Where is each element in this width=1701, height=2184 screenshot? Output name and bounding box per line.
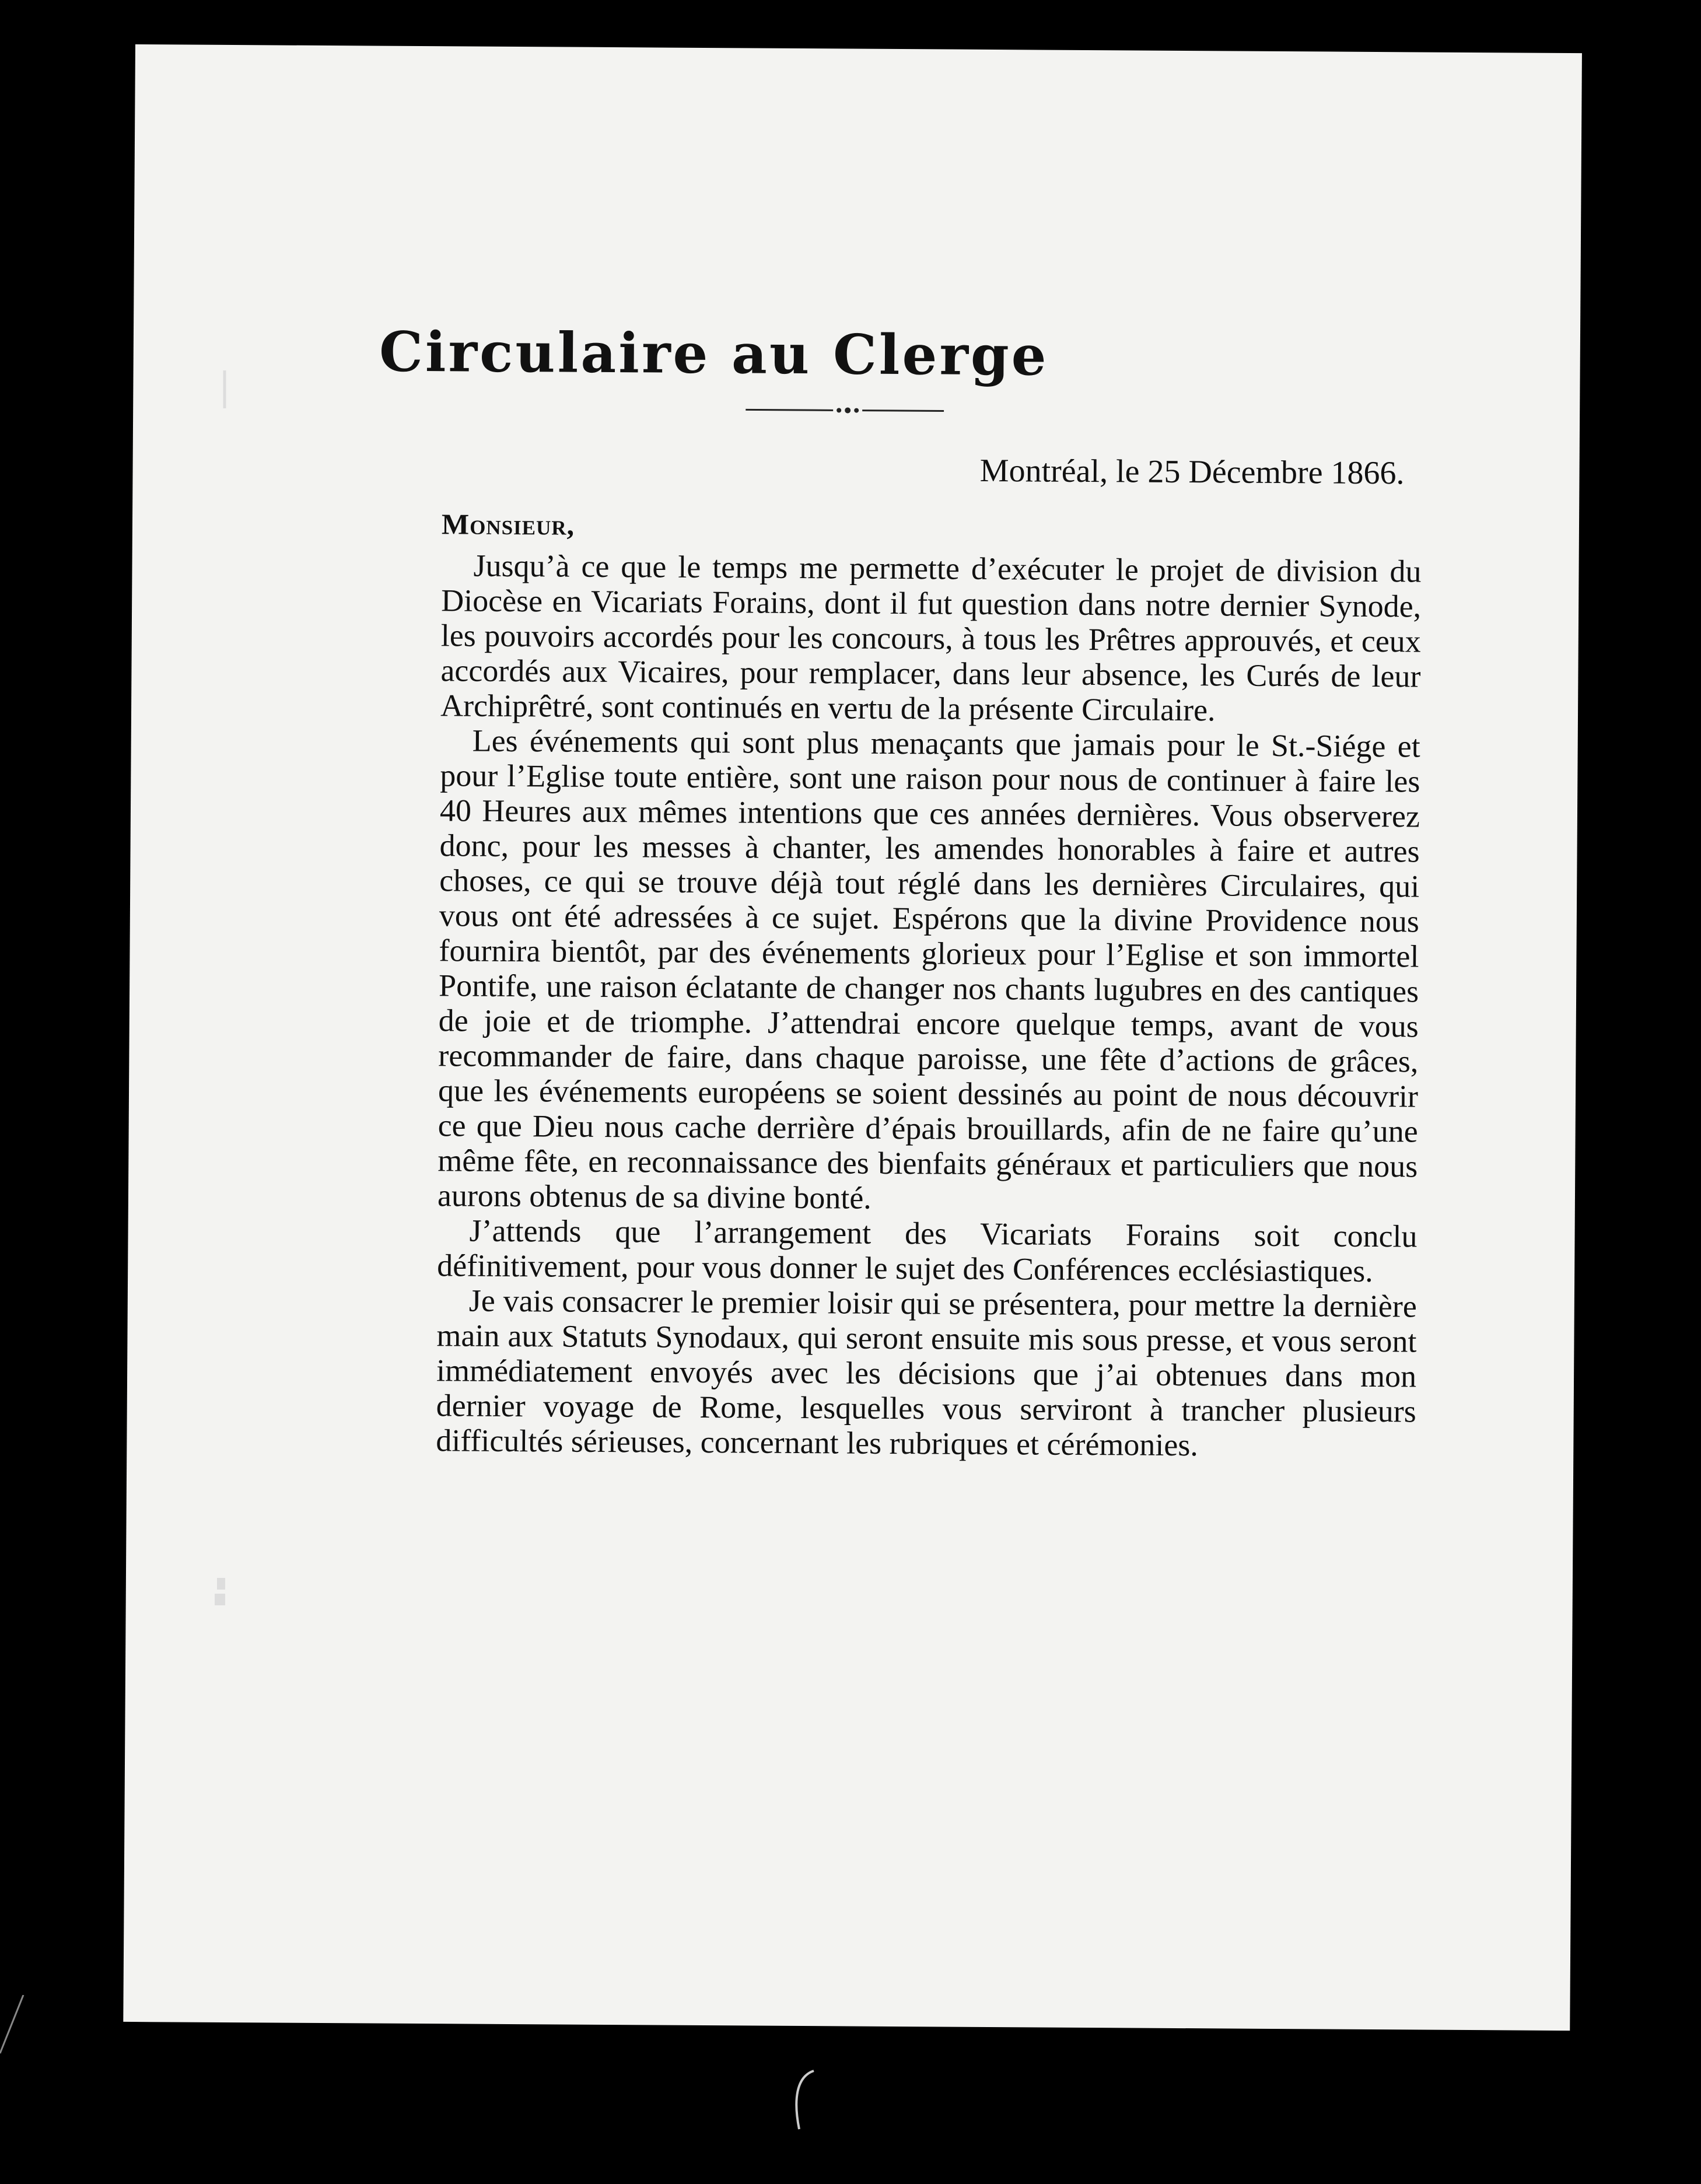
date-line: Montréal, le 25 Décembre 1866. — [979, 452, 1405, 492]
margin-mark-top — [216, 368, 233, 414]
paragraph-2: Les événements qui sont plus menaçants que jamais pour le St.-Siége et pour l’Eglise toute entière, sont une raison pour nous de continuer à faire les 40 Heures aux mêmes intentions que ces années dernières. Vous observerez donc, pour les messes à chanter, les amendes honorables à faire et autres choses, ce qui se trouve déjà tout réglé dans les dernières Circulaires, qui vous ont été adressées à ce sujet. Espérons que la divine Providence nous fournira bientôt, par des événements glorieux pour l’Eglise et son immortel Pontife, une raison éclatante de changer nos chants lugubres en des cantiques de joie et de triomphe. J’attendrai encore quelque temps, avant de vous recommander de faire, dans chaque paroisse, une fête d’actions de grâces, que les événements européens se soient dessinés au point de nous découvrir ce que Dieu nous cache derrière d’épais brouillards, afin de ne faire qu’une même fête, en reconnaissance des bienfaits généraux et particuliers que nous aurons obtenus de sa divine bonté. — [437, 723, 1420, 1216]
paragraph-3: J’attends que l’arrangement des Vicariats Forains soit conclu définitivement, pour vous donner le sujet des Conférences ecclésiastiques. — [437, 1213, 1418, 1289]
letter-body — [436, 548, 1421, 1464]
corner-line-mark — [0, 1995, 35, 2065]
bottom-stroke-mark — [782, 2065, 828, 2135]
title-ornament — [746, 404, 944, 416]
salutation: Monsieur, — [441, 508, 575, 541]
margin-mark-bottom — [210, 1575, 233, 1610]
paragraph-1: Jusqu’à ce que le temps me permette d’exécuter le projet de division du Diocèse en Vicariats Forains, dont il fut question dans notre dernier Synode, les pouvoirs accordés pour les concours, à tous les Prêtres approuvés, et ceux accordés aux Vicaires, pour remplacer, dans leur absence, les Curés de leur Archiprêtré, sont continués en vertu de la présente Circulaire. — [440, 548, 1422, 728]
document-page — [123, 44, 1582, 2031]
paragraph-4: Je vais consacrer le premier loisir qui se présentera, pour mettre la dernière main aux Statuts Synodaux, qui seront ensuite mis sous presse, et vous seront immédiatement envoyés avec les décisions que j’ai obtenues dans mon dernier voyage de Rome, lesquelles vous serviront à trancher plusieurs difficultés sérieuses, concernant les rubriques et cérémonies. — [436, 1283, 1418, 1463]
document-title: Circulaire au Clerge — [379, 320, 1049, 388]
